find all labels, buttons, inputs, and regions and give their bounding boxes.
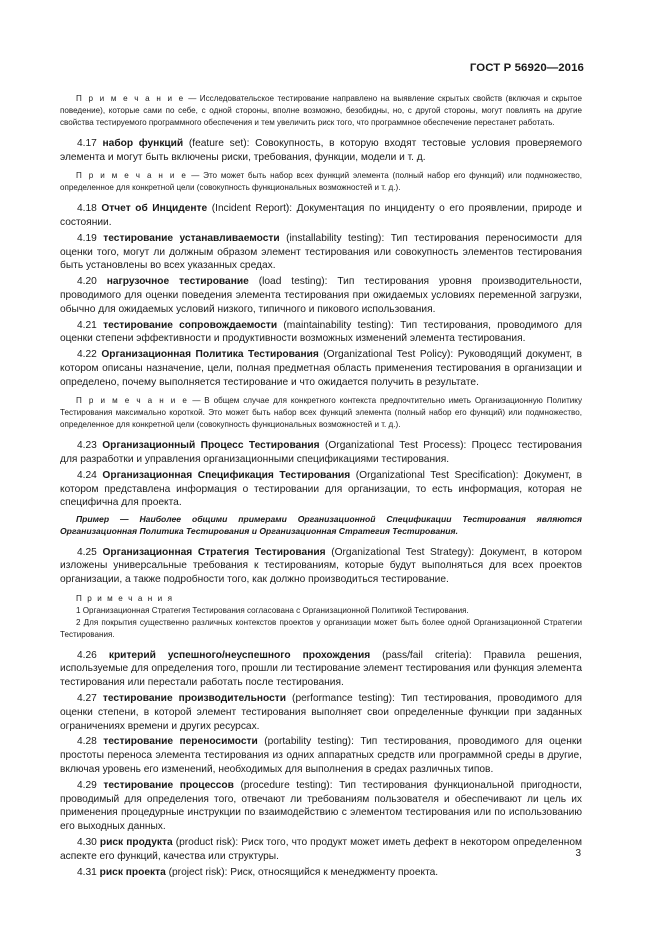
- term-definition: (Organizational Test Process): Процесс тестирования для разработки и управления организационными спецификациями тестирования.: [60, 440, 583, 465]
- term-definition: (project risk): Риск, относящийся к менеджменту проекта.: [165, 866, 439, 878]
- term-name: критерий успешного/неуспешного прохождения: [108, 649, 371, 661]
- note-text: — В общем случае для конкретного контекста предпочтительно иметь Организационную Политику Тестирования максимально короткой. Это может быть набор всех функций элемента (полный набор его функций) или подмножество, определенное для конкретной цели (совокупность функциональных возможностей и т. д.).: [60, 396, 582, 430]
- note-exploratory-testing: [60, 93, 582, 129]
- term-definition: (load testing): Тип тестирования уровня производительности, проводимого для оценки поведения элемента тестирования при ожидаемых условиях переменной загрузки, обычно для ожидаемых условий низкого, типичного и пикового использования.: [60, 276, 582, 315]
- term-4-17: [60, 137, 582, 165]
- term-4-24: [60, 469, 582, 510]
- term-definition: (Organizational Test Specification): Документ, в котором представлена информация о тестировании для организации, то есть информация, которая не специфична для проекта.: [60, 469, 582, 509]
- notes-label-text: П р и м е ч а н и я: [76, 593, 174, 603]
- note-label: П р и м е ч а н и е: [76, 171, 188, 181]
- term-number: 4.19: [77, 232, 97, 244]
- term-number: 4.17: [77, 137, 97, 149]
- term-4-25: [60, 546, 582, 587]
- term-definition: (portability testing): Тип тестирования, проводимого для оценки простоты переноса элемента тестирования из одних аппаратных средств или программной среды в другие, включая уровень его изменений, необходимых для выполнения в средах различных типов.: [60, 736, 582, 775]
- term-definition: (installability testing): Тип тестирования переносимости для оценки того, могут ли должным образом элемент тестирования или совокупность элементов тестирования быть установлены во всех указанных средах.: [60, 232, 582, 272]
- notes-label: [60, 593, 582, 605]
- term-name: тестирование сопровождаемости: [103, 319, 278, 331]
- term-4-27: [60, 692, 582, 733]
- page-number: 3: [575, 848, 581, 859]
- term-name: Организационная Политика Тестирования: [101, 349, 319, 361]
- term-number: 4.25: [77, 546, 97, 558]
- term-definition: (maintainability testing): Тип тестирования, проводимого для оценки степени эффективности и продуктивности возможных изменений элемента тестирования.: [60, 319, 582, 345]
- term-4-21: [60, 319, 582, 347]
- term-name: Организационная Спецификация Тестирования: [102, 469, 351, 481]
- term-name: риск продукта: [99, 836, 173, 848]
- term-4-28: [60, 735, 582, 776]
- term-number: 4.18: [77, 203, 97, 215]
- note-item-1: 1 Организационная Стратегия Тестирования согласована с Организационной Политикой Тестирования.: [76, 605, 469, 615]
- note-label: П р и м е ч а н и е: [76, 396, 189, 406]
- term-number: 4.31: [77, 866, 97, 878]
- term-4-19: [60, 232, 582, 273]
- term-name: тестирование производительности: [102, 693, 287, 704]
- document-body: [60, 93, 582, 881]
- term-number: 4.30: [77, 836, 97, 848]
- term-name: Отчет об Инциденте: [101, 203, 208, 215]
- term-4-29: [60, 779, 582, 834]
- note-text: — Это может быть набор всех функций элемента (полный набор его функций) или подмножество, определенное для конкретной цели (совокупность функциональных возможностей и т. д.).: [60, 171, 582, 193]
- standard-designation: ГОСТ Р 56920—2016: [469, 62, 584, 74]
- term-name: тестирование процессов: [103, 779, 234, 791]
- term-name: набор функций: [102, 137, 184, 149]
- term-definition: (product risk): Риск того, что продукт может иметь дефект в некотором определенном аспекте его функций, качества или структуры.: [60, 836, 582, 862]
- term-name: риск проекта: [99, 866, 166, 878]
- term-number: 4.22: [77, 349, 97, 361]
- term-number: 4.24: [77, 469, 97, 481]
- term-4-30: [60, 836, 582, 864]
- term-definition: (Organizational Test Policy): Руководящий документ, в котором описаны назначение, цели, полная предметная область применения тестирования в организации и определено, почему выполняется тестирование и что ожидается получить в результате.: [60, 349, 582, 388]
- term-4-22: [60, 348, 582, 389]
- term-number: 4.27: [77, 693, 97, 704]
- term-number: 4.23: [77, 440, 97, 452]
- example-4-24: Пример — Наиболее общими примерами Организационной Спецификации Тестирования являются Организационная Политика Тестирования и Организационная Стратегия Тестирования.: [60, 514, 582, 537]
- term-definition: (Organizational Test Strategy): Документ, в котором изложены универсальные требования к тестированиям, которые будут выполняться для всех проектов организации, а также подробности того, как должно производиться тестирование.: [60, 546, 582, 586]
- notes-4-25: [60, 593, 582, 641]
- document-header: [470, 62, 584, 74]
- term-definition: (procedure testing): Тип тестирования функциональной пригодности, проводимый для определения того, отвечают ли требованиям пользователя и обеспечивают ли цель их применения процедурные инструкции по взаимодействию с элементом тестирования или по использованию его выходных данных.: [60, 779, 582, 833]
- term-definition: (feature set): Совокупность, в которую входят тестовые условия проверяемого элемента и могут быть включены риски, требования, функции, модели и т. д.: [60, 137, 583, 163]
- term-name: тестирование переносимости: [103, 736, 258, 748]
- term-4-23: [60, 439, 582, 467]
- term-4-26: [60, 649, 582, 690]
- term-name: тестирование устанавливаемости: [103, 232, 280, 244]
- term-4-31: [60, 866, 582, 880]
- term-name: Организационный Процесс Тестирования: [102, 440, 320, 452]
- term-definition: (performance testing): Тип тестирования, проводимого для оценки степени, в которой элемент тестирования выполняет свои определенные функции при заданных ограничениях времени и других ресурсах.: [60, 693, 582, 732]
- term-name: нагрузочное тестирование: [106, 276, 249, 288]
- term-number: 4.20: [77, 276, 97, 288]
- term-number: 4.26: [77, 649, 97, 661]
- note-item-2: 2 Для покрытия существенно различных контекстов проектов у организации может быть более одной Организационной Стратегии Тестирования.: [60, 617, 582, 639]
- term-definition: (Incident Report): Документация по инциденту о его проявлении, природе и состоянии.: [60, 203, 582, 228]
- term-4-18: [60, 202, 582, 230]
- term-4-20: [60, 275, 582, 316]
- term-number: 4.21: [77, 319, 97, 331]
- note-label: П р и м е ч а н и е: [76, 94, 185, 103]
- term-number: 4.29: [77, 779, 97, 791]
- term-number: 4.28: [77, 736, 97, 748]
- note-4-17: [60, 170, 582, 194]
- term-name: Организационная Стратегия Тестирования: [102, 546, 326, 558]
- note-text: — Исследовательское тестирование направлено на выявление скрытых свойств (включая и скрытое поведение), которые сами по себе, с одной стороны, вполне возможно, безобидны, но, с другой стороны, могут повлиять на другие свойства тестируемого программного обеспечения и тем увеличить риск того, что программное обеспечение перестанет работать.: [60, 94, 582, 127]
- note-4-22: [60, 395, 582, 431]
- term-definition: (pass/fail criteria): Правила решения, используемые для определения того, прошли ли тестирование элемент тестирования или функция элемента тестирования или перестали работать после тестирования.: [60, 649, 582, 689]
